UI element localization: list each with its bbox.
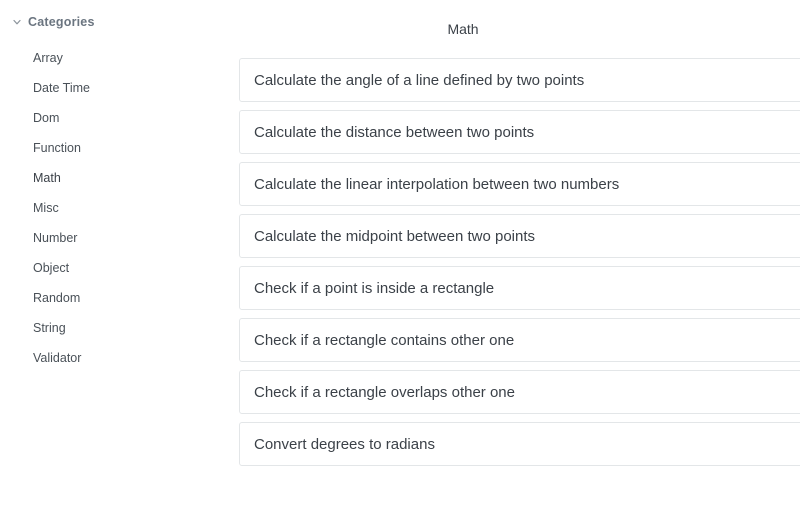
sidebar-item-label: Random <box>33 291 81 305</box>
sidebar-category-list <box>0 43 228 373</box>
sidebar-item-array[interactable] <box>0 43 228 73</box>
main-content <box>228 0 800 512</box>
list-item[interactable] <box>239 58 800 102</box>
list-item-label: Convert degrees to radians <box>254 435 435 453</box>
list-item[interactable] <box>239 266 800 310</box>
snippet-card-list <box>228 58 800 466</box>
list-item-label: Calculate the midpoint between two points <box>254 227 536 245</box>
list-item[interactable] <box>239 162 800 206</box>
chevron-down-icon[interactable] <box>12 17 22 27</box>
sidebar-item-label: String <box>33 321 66 335</box>
list-item[interactable] <box>239 422 800 466</box>
list-item[interactable] <box>239 318 800 362</box>
sidebar-item-function[interactable] <box>0 133 228 163</box>
list-item-label: Calculate the distance between two points <box>254 123 535 141</box>
sidebar-item-label: Function <box>33 141 81 155</box>
sidebar-item-label: Object <box>33 261 70 275</box>
sidebar-title: Categories <box>28 15 95 29</box>
sidebar <box>0 0 228 512</box>
page-title: Math <box>447 21 479 37</box>
sidebar-item-label: Misc <box>33 201 59 215</box>
list-item[interactable] <box>239 110 800 154</box>
sidebar-item-misc[interactable] <box>0 193 228 223</box>
sidebar-item-string[interactable] <box>0 313 228 343</box>
sidebar-item-label: Validator <box>33 351 82 365</box>
list-item[interactable] <box>239 370 800 414</box>
sidebar-item-label: Dom <box>33 111 60 125</box>
list-item[interactable] <box>239 214 800 258</box>
sidebar-item-label: Array <box>33 51 63 65</box>
list-item-label: Calculate the linear interpolation between two numbers <box>254 175 620 193</box>
sidebar-item-dom[interactable] <box>0 103 228 133</box>
list-item-label: Check if a point is inside a rectangle <box>254 279 495 297</box>
sidebar-item-math[interactable] <box>0 163 228 193</box>
sidebar-item-random[interactable] <box>0 283 228 313</box>
sidebar-item-object[interactable] <box>0 253 228 283</box>
sidebar-item-validator[interactable] <box>0 343 228 373</box>
list-item-label: Check if a rectangle overlaps other one <box>254 383 515 401</box>
sidebar-item-label: Date Time <box>33 81 90 95</box>
sidebar-categories-header[interactable] <box>0 12 228 32</box>
sidebar-item-label: Number <box>33 231 78 245</box>
list-item-label: Check if a rectangle contains other one <box>254 331 515 349</box>
sidebar-item-number[interactable] <box>0 223 228 253</box>
sidebar-item-label: Math <box>33 171 61 185</box>
list-item-label: Calculate the angle of a line defined by two points <box>254 71 585 89</box>
sidebar-item-date-time[interactable] <box>0 73 228 103</box>
